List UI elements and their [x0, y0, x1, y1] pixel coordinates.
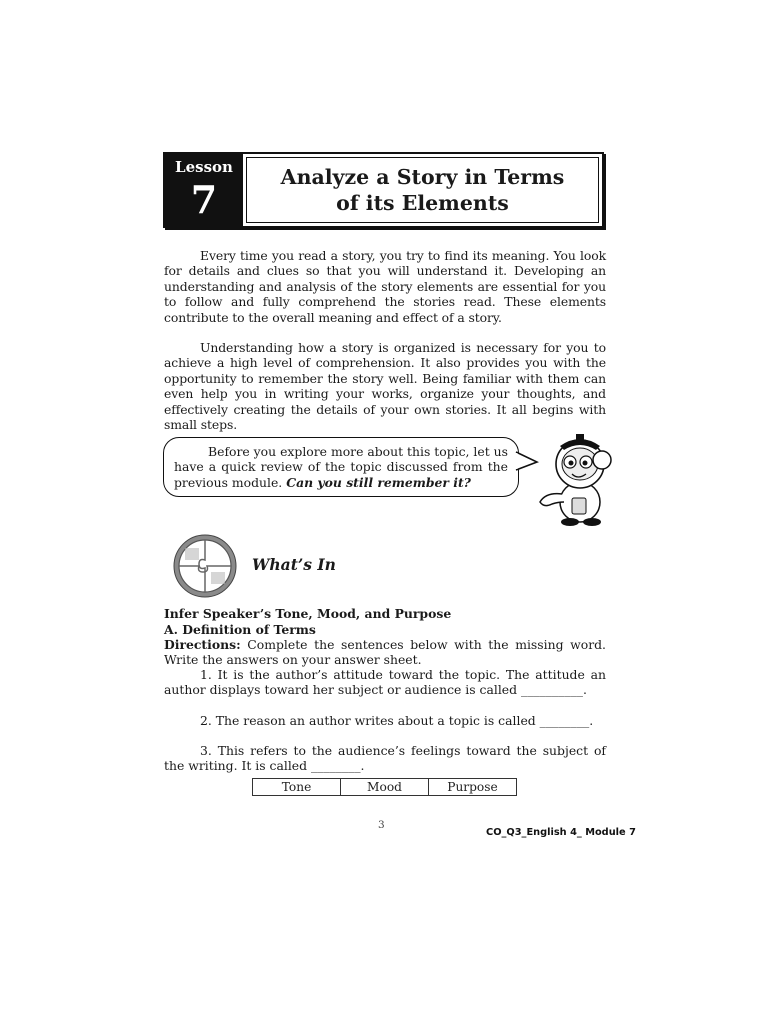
bubble-text: Before you explore more about this topic, let us have a quick review of the topic discussed from the previous module. [174, 444, 508, 490]
directions-text: Complete the sentences below with the missing word. Write the answers on your answer sheet. [164, 637, 606, 668]
lesson-title-line2: of its Elements [336, 191, 509, 215]
page-number: 3 [378, 819, 385, 831]
choice-mood: Mood [341, 779, 429, 796]
mascot-icon [534, 430, 624, 530]
activity-subheading: A. Definition of Terms [164, 622, 316, 637]
question-item-2: 2. The reason an author writes about a topic is called ________. [200, 713, 594, 728]
lesson-label: Lesson [175, 158, 233, 176]
lesson-number-box [165, 154, 243, 226]
module-code: CO_Q3_English 4_ Module 7 [486, 827, 636, 838]
word-choices-table [252, 778, 517, 796]
lesson-title-frame [246, 157, 599, 223]
directions-label: Directions: [164, 637, 241, 652]
directions [164, 637, 606, 667]
lesson-title [281, 164, 565, 216]
intro-paragraph-1: Every time you read a story, you try to find its meaning. You look for details and clues so that you will understand it. Developing an understanding and analysis of the story elements are essential for you to follow and fully comprehend the stories read. These elements contribute to the overall meaning and effect of a story. [164, 248, 606, 325]
choice-purpose: Purpose [429, 779, 517, 796]
lesson-title-line1: Analyze a Story in Terms [280, 165, 565, 189]
puzzle-icon [173, 534, 237, 598]
activity-heading: Infer Speaker’s Tone, Mood, and Purpose [164, 606, 452, 621]
choice-tone: Tone [253, 779, 341, 796]
bubble-emphasis: Can you still remember it? [286, 474, 471, 490]
section-title: What’s In [252, 555, 336, 574]
lesson-header [163, 152, 604, 228]
speech-bubble [163, 437, 519, 497]
question-item-1: 1. It is the author’s attitude toward the topic. The attitude an author displays toward her subject or audience is called __________. [164, 667, 606, 698]
lesson-number: 7 [190, 177, 218, 222]
question-item-3: 3. This refers to the audience’s feelings toward the subject of the writing. It is called ________. [164, 743, 606, 774]
intro-paragraph-2: Understanding how a story is organized is necessary for you to achieve a high level of comprehension. It also provides you with the opportunity to remember the story well. Being familiar with them can even help you in writing your works, organize your thoughts, and effectively creating the details of your own stories. It all begins with small steps. [164, 340, 606, 433]
